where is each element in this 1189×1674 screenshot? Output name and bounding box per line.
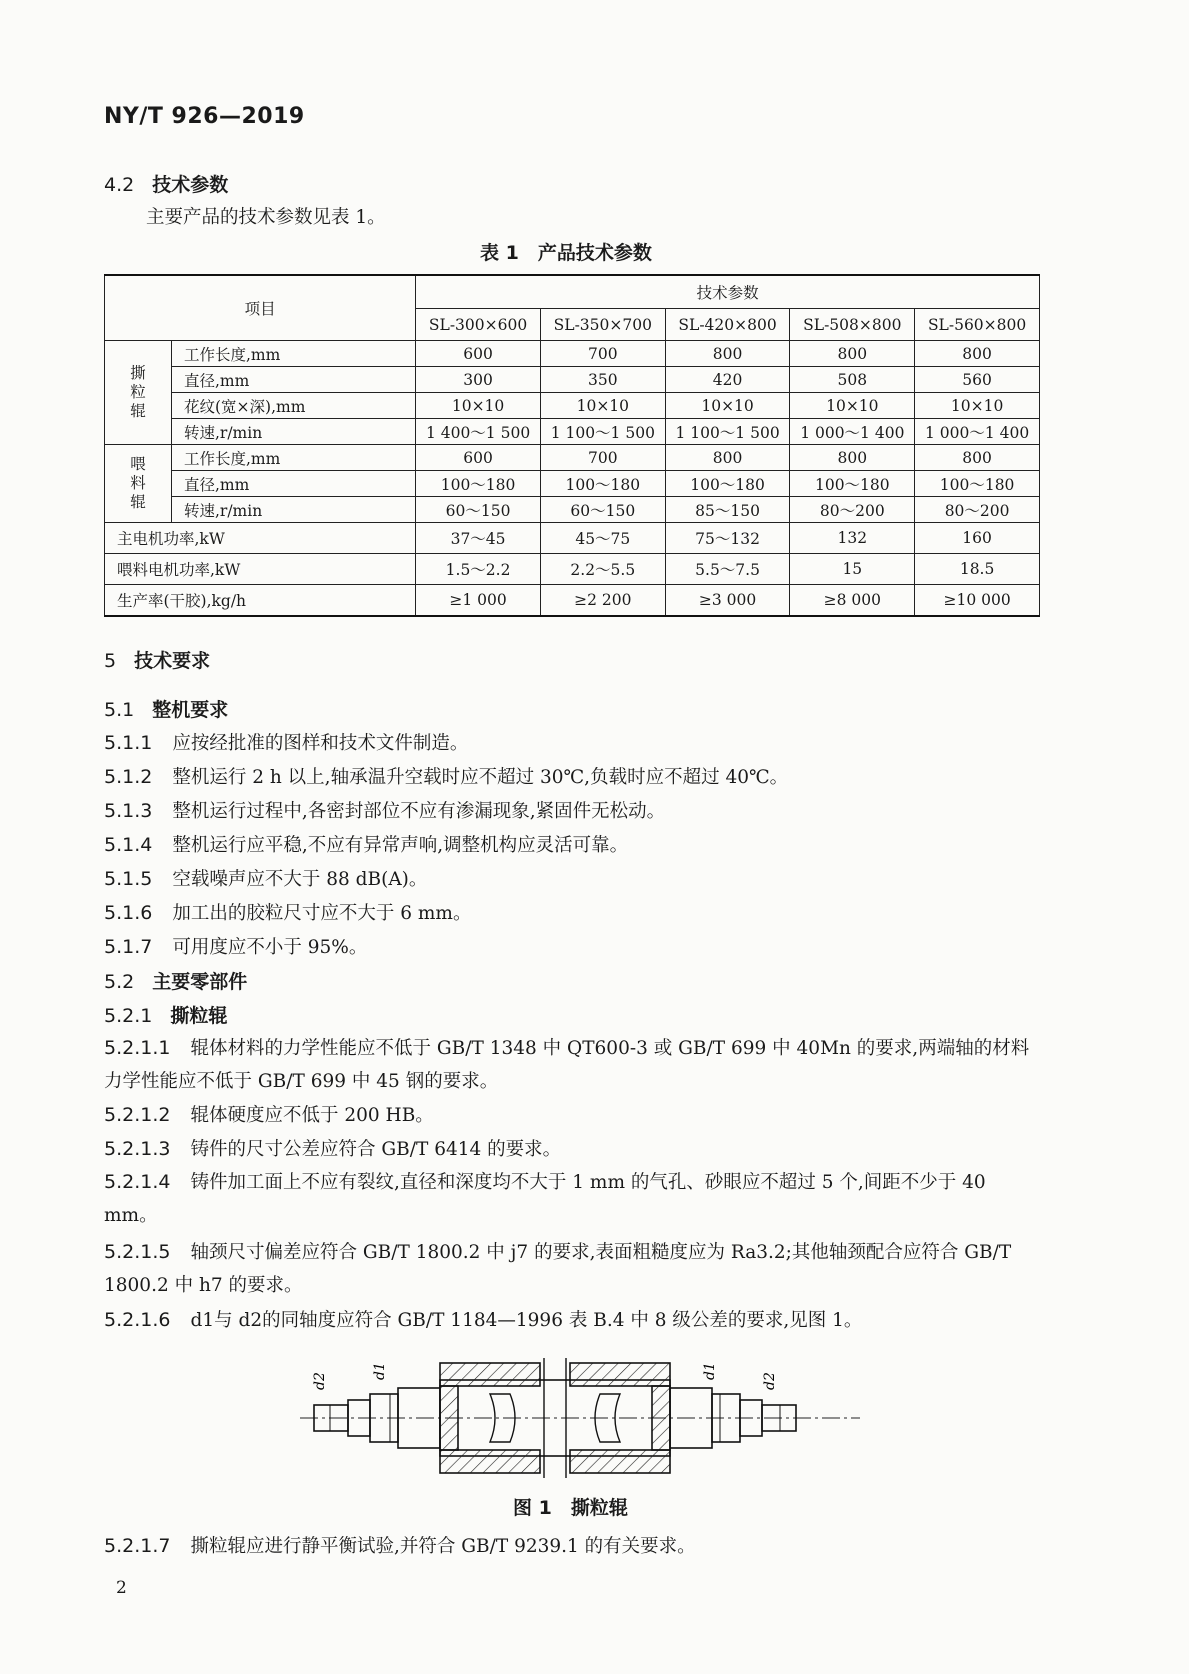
group-name: 撕粒辊 bbox=[130, 364, 146, 420]
table-cell: 1 100～1 500 bbox=[540, 419, 665, 445]
clause-5-1-4 bbox=[104, 831, 628, 857]
row-label: 工作长度,mm bbox=[172, 341, 416, 367]
table-cell: 600 bbox=[416, 341, 541, 367]
table-cell: 10×10 bbox=[915, 393, 1040, 419]
section-title: 技术参数 bbox=[152, 174, 229, 196]
clause-number: 5.1.7 bbox=[104, 936, 153, 958]
clause-5-2-1-1 bbox=[104, 1032, 1044, 1098]
clause-text: 整机运行过程中,各密封部位不应有渗漏现象,紧固件无松动。 bbox=[172, 801, 666, 822]
clause-5-2-1-2 bbox=[104, 1101, 434, 1127]
item-header-cell: 项目 bbox=[105, 275, 416, 341]
clause-text: 可用度应不小于 95%。 bbox=[172, 937, 368, 958]
clause-text: 应按经批准的图样和技术文件制造。 bbox=[172, 733, 469, 754]
model-header: SL-508×800 bbox=[790, 309, 915, 341]
clause-text: d1与 d2的同轴度应符合 GB/T 1184—1996 表 B.4 中 8 级公差的要求,见图 1。 bbox=[190, 1310, 863, 1331]
section-number: 5.2 bbox=[104, 971, 135, 993]
table-cell: 800 bbox=[665, 445, 790, 471]
table-cell: 85～150 bbox=[665, 497, 790, 523]
table-cell: ≥3 000 bbox=[665, 585, 790, 617]
table-cell: ≥2 200 bbox=[540, 585, 665, 617]
table-cell: 1 100～1 500 bbox=[665, 419, 790, 445]
group-label-feed-roller bbox=[105, 445, 172, 523]
section-4-2-heading bbox=[104, 170, 228, 197]
clause-5-1-7 bbox=[104, 933, 367, 959]
table-cell: 10×10 bbox=[665, 393, 790, 419]
table-cell: 60～150 bbox=[540, 497, 665, 523]
clause-text: 空载噪声应不大于 88 dB(A)。 bbox=[172, 869, 428, 890]
section-4-2-intro: 主要产品的技术参数见表 1。 bbox=[146, 207, 386, 228]
table-cell: 1 000～1 400 bbox=[790, 419, 915, 445]
table-cell: 560 bbox=[915, 367, 1040, 393]
dimension-label-d2: d2 bbox=[312, 1372, 328, 1390]
clause-5-2-1-6 bbox=[104, 1306, 862, 1332]
table-cell: 100～180 bbox=[540, 471, 665, 497]
clause-number: 5.1.6 bbox=[104, 902, 153, 924]
clause-number: 5.2.1.1 bbox=[104, 1037, 171, 1059]
shredding-roller-figure bbox=[300, 1350, 860, 1480]
table-cell: 1 400～1 500 bbox=[416, 419, 541, 445]
table-cell: 75～132 bbox=[665, 523, 790, 554]
group-label-shredding-roller bbox=[105, 341, 172, 445]
model-header: SL-350×700 bbox=[540, 309, 665, 341]
technical-parameters-table bbox=[104, 274, 1040, 617]
clause-number: 5.2.1.3 bbox=[104, 1138, 171, 1160]
clause-5-1-6 bbox=[104, 899, 471, 925]
table-cell: 15 bbox=[790, 554, 915, 585]
table-cell: 18.5 bbox=[915, 554, 1040, 585]
group-header-cell: 技术参数 bbox=[416, 275, 1040, 309]
section-5-2-heading bbox=[104, 967, 247, 994]
table-cell: 800 bbox=[915, 445, 1040, 471]
section-number: 5.1 bbox=[104, 699, 135, 721]
table-cell: 132 bbox=[790, 523, 915, 554]
clause-text: 辊体硬度应不低于 200 HB。 bbox=[190, 1105, 434, 1126]
section-5-2-1-heading bbox=[104, 1001, 227, 1028]
section-title: 撕粒辊 bbox=[170, 1005, 228, 1027]
table-caption: 表 1 产品技术参数 bbox=[480, 242, 652, 264]
row-label: 转速,r/min bbox=[172, 497, 416, 523]
document-code: NY/T 926—2019 bbox=[104, 104, 305, 129]
clause-number: 5.2.1.6 bbox=[104, 1309, 171, 1331]
hatched-section bbox=[570, 1363, 670, 1386]
table-cell: ≥10 000 bbox=[915, 585, 1040, 617]
row-label: 生产率(干胶),kg/h bbox=[105, 585, 416, 617]
clause-number: 5.2.1.7 bbox=[104, 1535, 171, 1557]
clause-number: 5.2.1.2 bbox=[104, 1104, 171, 1126]
model-header: SL-420×800 bbox=[665, 309, 790, 341]
section-number: 4.2 bbox=[104, 174, 135, 196]
page-number: 2 bbox=[116, 1578, 127, 1598]
section-title: 技术要求 bbox=[134, 650, 211, 672]
clause-5-1-1 bbox=[104, 729, 468, 755]
table-cell: 350 bbox=[540, 367, 665, 393]
table-cell: 300 bbox=[416, 367, 541, 393]
section-title: 整机要求 bbox=[152, 699, 229, 721]
table-cell: 45～75 bbox=[540, 523, 665, 554]
table-cell: 700 bbox=[540, 445, 665, 471]
hatched-section bbox=[652, 1386, 670, 1450]
clause-number: 5.1.3 bbox=[104, 800, 153, 822]
table-cell: 1 000～1 400 bbox=[915, 419, 1040, 445]
row-label: 喂料电机功率,kW bbox=[105, 554, 416, 585]
table-cell: 100～180 bbox=[665, 471, 790, 497]
hatched-section bbox=[440, 1363, 540, 1386]
clause-text: 铸件加工面上不应有裂纹,直径和深度均不大于 1 mm 的气孔、砂眼应不超过 5 个,间距不少于 40 mm。 bbox=[104, 1172, 986, 1226]
clause-5-2-1-7 bbox=[104, 1532, 696, 1558]
hatched-section bbox=[440, 1450, 540, 1473]
clause-number: 5.1.5 bbox=[104, 868, 153, 890]
table-cell: 2.2～5.5 bbox=[540, 554, 665, 585]
table-cell: 508 bbox=[790, 367, 915, 393]
row-label: 直径,mm bbox=[172, 367, 416, 393]
dimension-label-d1: d1 bbox=[372, 1362, 388, 1380]
group-name: 喂料辊 bbox=[130, 455, 146, 511]
clause-text: 辊体材料的力学性能应不低于 GB/T 1348 中 QT600-3 或 GB/T 699 中 40Mn 的要求,两端轴的材料力学性能应不低于 GB/T 699 中 45 钢的要求。 bbox=[104, 1038, 1030, 1092]
clause-number: 5.1.1 bbox=[104, 732, 153, 754]
clause-number: 5.1.4 bbox=[104, 834, 153, 856]
hatched-section bbox=[570, 1450, 670, 1473]
table-cell: 80～200 bbox=[915, 497, 1040, 523]
table-cell: 600 bbox=[416, 445, 541, 471]
table-cell: 800 bbox=[790, 445, 915, 471]
table-cell: 80～200 bbox=[790, 497, 915, 523]
table-cell: 10×10 bbox=[540, 393, 665, 419]
clause-number: 5.1.2 bbox=[104, 766, 153, 788]
clause-5-2-1-5 bbox=[104, 1236, 1044, 1302]
section-5-1-heading bbox=[104, 695, 228, 722]
table-cell: 800 bbox=[665, 341, 790, 367]
section-number: 5 bbox=[104, 650, 117, 672]
table-cell: 800 bbox=[915, 341, 1040, 367]
table-cell: 420 bbox=[665, 367, 790, 393]
clause-text: 铸件的尺寸公差应符合 GB/T 6414 的要求。 bbox=[190, 1139, 562, 1160]
table-cell: 10×10 bbox=[416, 393, 541, 419]
table-cell: 60～150 bbox=[416, 497, 541, 523]
table-cell: 100～180 bbox=[915, 471, 1040, 497]
figure-caption: 图 1 撕粒辊 bbox=[513, 1497, 628, 1519]
row-label: 花纹(宽×深),mm bbox=[172, 393, 416, 419]
table-cell: ≥8 000 bbox=[790, 585, 915, 617]
section-5-heading bbox=[104, 646, 210, 673]
table-cell: 800 bbox=[790, 341, 915, 367]
clause-text: 整机运行 2 h 以上,轴承温升空载时应不超过 30℃,负载时应不超过 40℃。 bbox=[172, 767, 789, 788]
dimension-label-d1: d1 bbox=[702, 1362, 718, 1380]
table-cell: 700 bbox=[540, 341, 665, 367]
table-cell: 37～45 bbox=[416, 523, 541, 554]
clause-number: 5.2.1.5 bbox=[104, 1241, 171, 1263]
row-label: 主电机功率,kW bbox=[105, 523, 416, 554]
table-cell: 160 bbox=[915, 523, 1040, 554]
section-number: 5.2.1 bbox=[104, 1005, 153, 1027]
clause-text: 撕粒辊应进行静平衡试验,并符合 GB/T 9239.1 的有关要求。 bbox=[190, 1536, 696, 1557]
clause-5-1-2 bbox=[104, 763, 788, 789]
table-cell: 5.5～7.5 bbox=[665, 554, 790, 585]
clause-text: 整机运行应平稳,不应有异常声响,调整机构应灵活可靠。 bbox=[172, 835, 629, 856]
clause-5-1-3 bbox=[104, 797, 665, 823]
dimension-label-d2: d2 bbox=[762, 1372, 778, 1390]
section-title: 主要零部件 bbox=[152, 971, 248, 993]
table-cell: 100～180 bbox=[790, 471, 915, 497]
table-cell: 1.5～2.2 bbox=[416, 554, 541, 585]
clause-5-2-1-4 bbox=[104, 1166, 1044, 1232]
table-cell: ≥1 000 bbox=[416, 585, 541, 617]
row-label: 转速,r/min bbox=[172, 419, 416, 445]
clause-number: 5.2.1.4 bbox=[104, 1171, 171, 1193]
clause-5-2-1-3 bbox=[104, 1135, 561, 1161]
model-header: SL-560×800 bbox=[915, 309, 1040, 341]
hatched-section bbox=[440, 1386, 458, 1450]
clause-5-1-5 bbox=[104, 865, 427, 891]
model-header: SL-300×600 bbox=[416, 309, 541, 341]
table-cell: 10×10 bbox=[790, 393, 915, 419]
row-label: 直径,mm bbox=[172, 471, 416, 497]
table-cell: 100～180 bbox=[416, 471, 541, 497]
row-label: 工作长度,mm bbox=[172, 445, 416, 471]
clause-text: 加工出的胶粒尺寸应不大于 6 mm。 bbox=[172, 903, 472, 924]
clause-text: 轴颈尺寸偏差应符合 GB/T 1800.2 中 j7 的要求,表面粗糙度应为 Ra3.2;其他轴颈配合应符合 GB/T 1800.2 中 h7 的要求。 bbox=[104, 1242, 1012, 1296]
